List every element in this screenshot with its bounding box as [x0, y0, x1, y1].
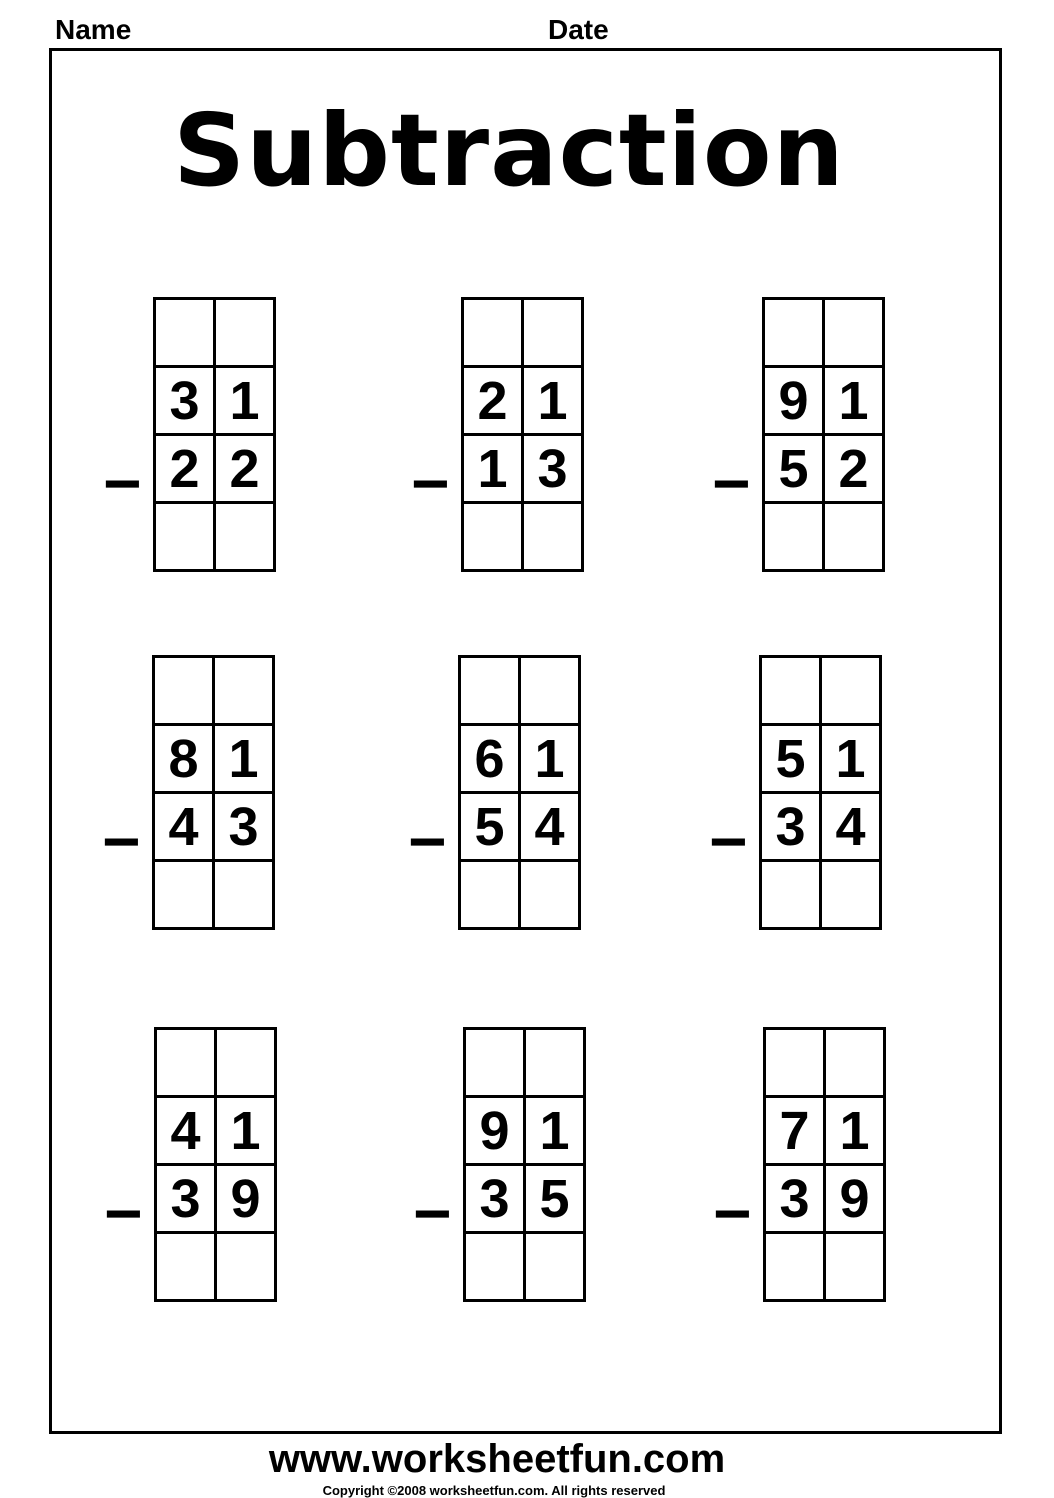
problem-grid: [463, 1027, 586, 1302]
subtrahend-tens: 3: [156, 1165, 216, 1233]
minuend-tens: 8: [154, 725, 214, 793]
minuend-tens: 5: [761, 725, 821, 793]
minus-icon: −: [709, 804, 748, 878]
subtrahend-ones: 4: [520, 793, 580, 861]
subtrahend-ones: 9: [216, 1165, 276, 1233]
work-cell[interactable]: [761, 657, 821, 725]
answer-cell[interactable]: [761, 861, 821, 929]
subtrahend-tens: 5: [460, 793, 520, 861]
minuend-ones: 1: [825, 1097, 885, 1165]
answer-cell[interactable]: [824, 503, 884, 571]
subtraction-problem-9: [713, 1027, 886, 1302]
minus-icon: −: [713, 1176, 752, 1250]
minuend-ones: 1: [824, 367, 884, 435]
minuend-ones: 1: [214, 725, 274, 793]
work-cell[interactable]: [523, 299, 583, 367]
work-cell[interactable]: [765, 1029, 825, 1097]
work-cell[interactable]: [824, 299, 884, 367]
subtrahend-tens: 1: [463, 435, 523, 503]
work-cell[interactable]: [214, 657, 274, 725]
answer-cell[interactable]: [214, 861, 274, 929]
subtrahend-tens: 3: [765, 1165, 825, 1233]
problem-grid: [759, 655, 882, 930]
subtraction-problem-2: [411, 297, 584, 572]
minuend-ones: 1: [821, 725, 881, 793]
subtrahend-ones: 4: [821, 793, 881, 861]
answer-cell[interactable]: [465, 1233, 525, 1301]
work-cell[interactable]: [821, 657, 881, 725]
work-cell[interactable]: [215, 299, 275, 367]
work-cell[interactable]: [156, 1029, 216, 1097]
work-cell[interactable]: [216, 1029, 276, 1097]
subtrahend-tens: 3: [761, 793, 821, 861]
answer-cell[interactable]: [215, 503, 275, 571]
answer-cell[interactable]: [156, 1233, 216, 1301]
answer-cell[interactable]: [523, 503, 583, 571]
minuend-ones: 1: [215, 367, 275, 435]
subtrahend-tens: 5: [764, 435, 824, 503]
subtraction-problem-5: [408, 655, 581, 930]
subtrahend-ones: 3: [523, 435, 583, 503]
subtraction-problem-7: [104, 1027, 277, 1302]
work-cell[interactable]: [154, 657, 214, 725]
answer-cell[interactable]: [463, 503, 523, 571]
problem-grid: [461, 297, 584, 572]
subtrahend-ones: 3: [214, 793, 274, 861]
website-url: www.worksheetfun.com: [268, 1437, 726, 1481]
problem-grid: [152, 655, 275, 930]
answer-cell[interactable]: [765, 1233, 825, 1301]
answer-cell[interactable]: [525, 1233, 585, 1301]
minus-icon: −: [104, 1176, 143, 1250]
answer-cell[interactable]: [764, 503, 824, 571]
date-label: Date: [548, 14, 609, 45]
minuend-tens: 9: [465, 1097, 525, 1165]
minus-icon: −: [102, 804, 141, 878]
minuend-tens: 9: [764, 367, 824, 435]
minus-icon: −: [712, 446, 751, 520]
subtraction-problem-4: [102, 655, 275, 930]
minuend-ones: 1: [216, 1097, 276, 1165]
minus-icon: −: [411, 446, 450, 520]
work-cell[interactable]: [460, 657, 520, 725]
subtrahend-ones: 5: [525, 1165, 585, 1233]
subtrahend-ones: 2: [215, 435, 275, 503]
work-cell[interactable]: [155, 299, 215, 367]
problem-grid: [763, 1027, 886, 1302]
page-title: Subtraction: [173, 92, 845, 209]
copyright-text: Copyright ©2008 worksheetfun.com. All rights reserved: [322, 1483, 666, 1498]
answer-cell[interactable]: [821, 861, 881, 929]
subtraction-problem-8: [413, 1027, 586, 1302]
subtrahend-tens: 4: [154, 793, 214, 861]
name-label: Name: [55, 14, 132, 45]
subtrahend-ones: 2: [824, 435, 884, 503]
answer-cell[interactable]: [460, 861, 520, 929]
work-cell[interactable]: [465, 1029, 525, 1097]
answer-cell[interactable]: [216, 1233, 276, 1301]
work-cell[interactable]: [463, 299, 523, 367]
minus-icon: −: [408, 804, 447, 878]
subtrahend-ones: 9: [825, 1165, 885, 1233]
problem-grid: [458, 655, 581, 930]
answer-cell[interactable]: [154, 861, 214, 929]
minuend-tens: 6: [460, 725, 520, 793]
work-cell[interactable]: [525, 1029, 585, 1097]
footer: [0, 1437, 1054, 1498]
minuend-tens: 7: [765, 1097, 825, 1165]
answer-cell[interactable]: [825, 1233, 885, 1301]
minuend-tens: 2: [463, 367, 523, 435]
subtraction-problem-6: [709, 655, 882, 930]
minuend-ones: 1: [525, 1097, 585, 1165]
minuend-ones: 1: [523, 367, 583, 435]
problem-grid: [153, 297, 276, 572]
subtrahend-tens: 3: [465, 1165, 525, 1233]
minuend-tens: 3: [155, 367, 215, 435]
answer-cell[interactable]: [520, 861, 580, 929]
minus-icon: −: [103, 446, 142, 520]
answer-cell[interactable]: [155, 503, 215, 571]
work-cell[interactable]: [520, 657, 580, 725]
minuend-ones: 1: [520, 725, 580, 793]
minus-icon: −: [413, 1176, 452, 1250]
problem-grid: [154, 1027, 277, 1302]
problem-grid: [762, 297, 885, 572]
work-cell[interactable]: [825, 1029, 885, 1097]
subtrahend-tens: 2: [155, 435, 215, 503]
minuend-tens: 4: [156, 1097, 216, 1165]
subtraction-problem-3: [712, 297, 885, 572]
subtraction-problem-1: [103, 297, 276, 572]
work-cell[interactable]: [764, 299, 824, 367]
